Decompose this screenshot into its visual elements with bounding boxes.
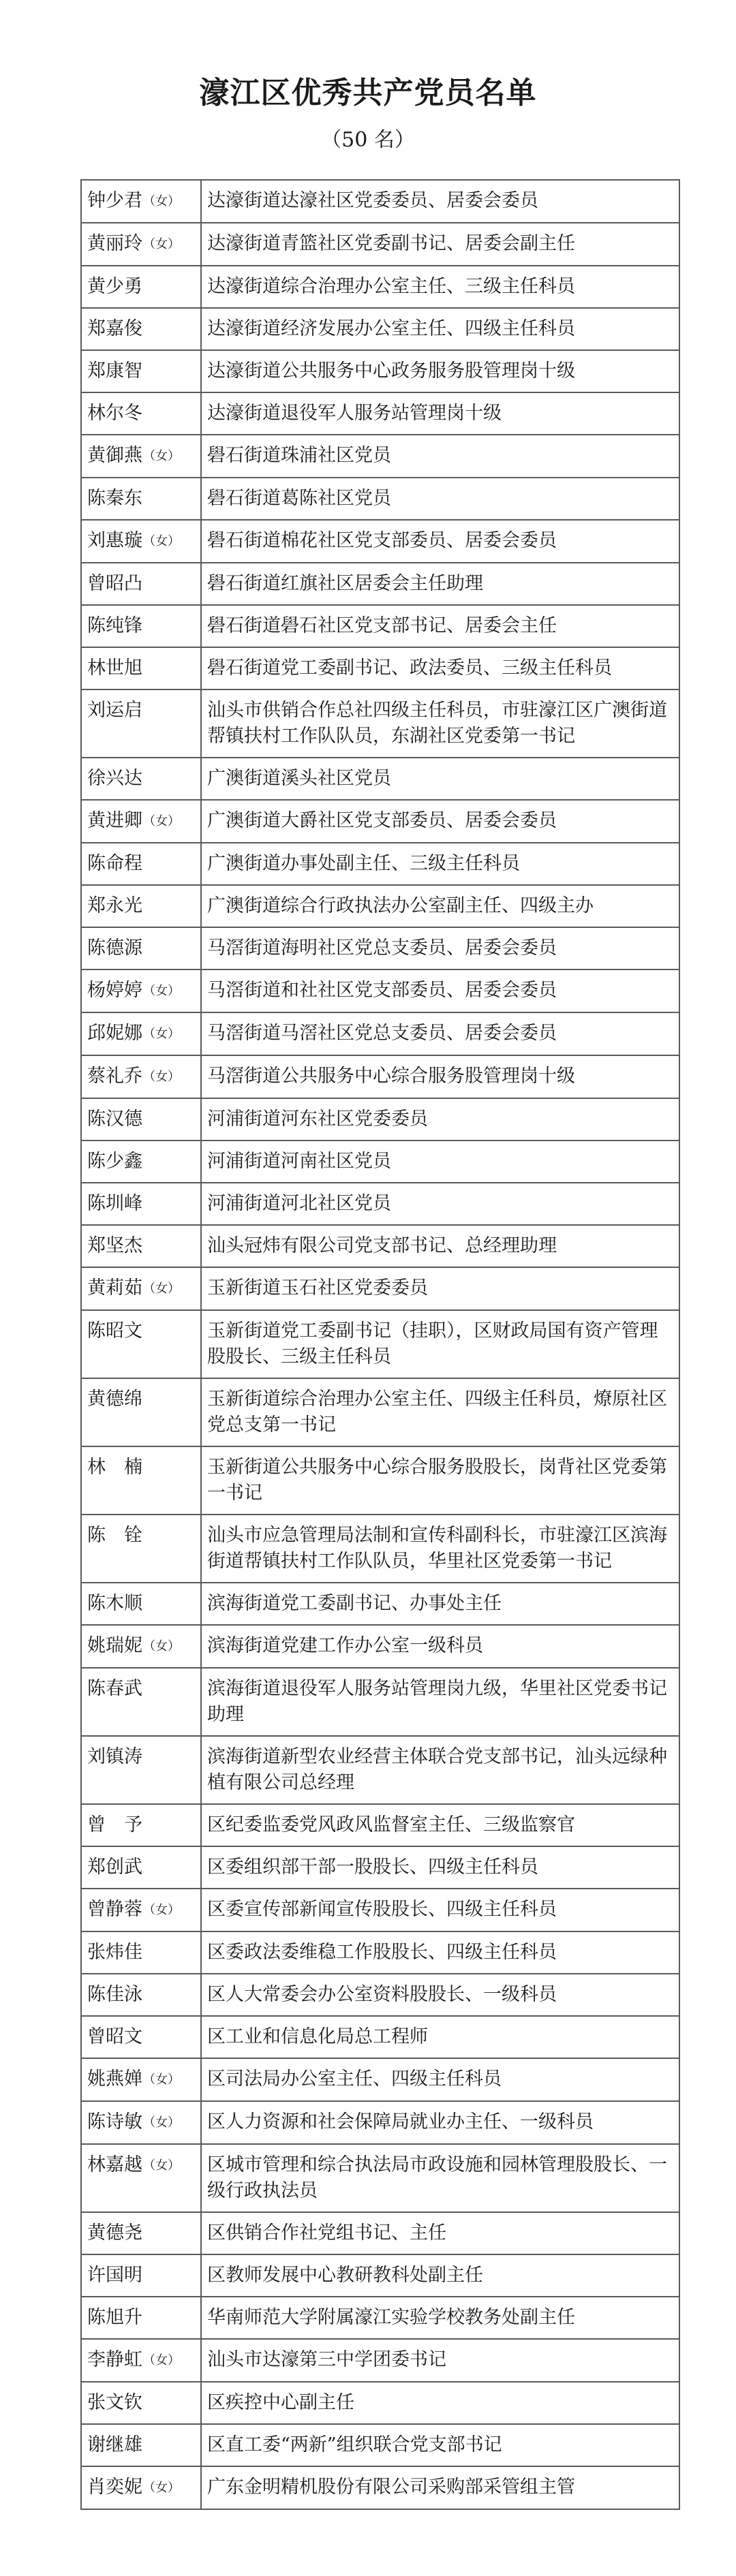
member-name: 陈圳峰 [87,1193,142,1214]
member-name: 陈春武 [87,1678,142,1699]
table-row [81,1183,679,1225]
page-subtitle: （50 名） [321,128,415,152]
member-position: 滨海街道党工委副书记、办事处主任 [201,1583,679,1625]
member-name: 陈佳泳 [87,1984,142,2005]
member-name-cell [81,392,201,435]
member-position: 广澳街道办事处副主任、三级主任科员 [201,843,679,885]
member-name: 曾昭凸 [87,573,142,594]
member-name-cell [81,1225,201,1267]
member-name-cell [81,1140,201,1183]
member-name: 姚瑞妮 [87,1635,142,1656]
table-row [81,350,679,392]
table-row [81,435,679,478]
member-position: 区人大常委会办公室资料股股长、一级科员 [201,1974,679,2016]
member-name: 姚燕婵 [87,2068,142,2090]
member-name-cell [81,308,201,350]
member-name-cell [81,689,201,758]
member-name: 陈汉德 [87,1108,142,1130]
gender-mark: （女） [143,2353,180,2368]
member-position: 汕头市达濠第三中学团委书记 [201,2339,679,2382]
table-row [81,2254,679,2297]
member-name-cell [81,2058,201,2101]
member-position: 达濠街道经济发展办公室主任、四级主任科员 [201,308,679,350]
member-name-cell [81,2016,201,2058]
table-row [81,2382,679,2424]
member-position: 区人力资源和社会保障局就业办主任、一级科员 [201,2101,679,2144]
member-name: 郑坚杰 [87,1235,142,1256]
gender-mark: （女） [143,534,180,548]
table-row [81,927,679,969]
table-row [81,969,679,1012]
member-name-cell [81,563,201,605]
member-name: 郑康智 [87,360,142,382]
table-row [81,266,679,308]
member-name-cell [81,1055,201,1098]
table-row [81,2466,679,2509]
member-position: 玉新街道公共服务中心综合服务股股长，岗背社区党委第一书记 [201,1446,679,1515]
member-name-cell [81,520,201,563]
member-name: 林 楠 [87,1457,142,1478]
member-position: 广东金明精机股份有限公司采购部采管组主管 [201,2466,679,2509]
member-name-cell [81,1736,201,1804]
member-name-cell [81,2144,201,2212]
member-position: 区纪委监委党风政风监督室主任、三级监察官 [201,1804,679,1846]
member-name: 李静虹 [87,2349,142,2370]
member-position: 玉新街道综合治理办公室主任、四级主任科员，燎原社区党总支第一书记 [201,1378,679,1446]
member-name: 许国明 [87,2265,142,2286]
member-position: 区委组织部干部一股股长、四级主任科员 [201,1846,679,1889]
member-position: 达濠街道公共服务中心政务服务股管理岗十级 [201,350,679,392]
gender-mark: （女） [143,1639,180,1654]
member-name-cell [81,350,201,392]
gender-mark: （女） [143,2158,180,2173]
member-name: 黄莉茹 [87,1277,142,1299]
table-row [81,1515,679,1583]
member-position: 礐石街道党工委副书记、政法委员、三级主任科员 [201,647,679,689]
member-name: 蔡礼乔 [87,1066,142,1087]
member-name-cell [81,2297,201,2339]
table-row [81,1931,679,1974]
table-row [81,1625,679,1668]
member-name: 曾昭文 [87,2026,142,2047]
member-position: 区供销合作社党组书记、主任 [201,2212,679,2254]
table-row [81,1889,679,1931]
member-name-cell [81,2101,201,2144]
member-position: 达濠街道达濠社区党委委员、居委会委员 [201,180,679,223]
member-name-cell [81,2339,201,2382]
member-position: 玉新街道玉石社区党委委员 [201,1267,679,1310]
member-name-cell [81,223,201,266]
table-row [81,1974,679,2016]
member-name-cell [81,478,201,520]
table-row [81,758,679,800]
member-name-cell [81,1625,201,1668]
member-name-cell [81,1931,201,1974]
member-position: 河浦街道河东社区党委委员 [201,1098,679,1140]
member-position: 河浦街道河南社区党员 [201,1140,679,1183]
member-position: 滨海街道退役军人服务站管理岗九级，华里社区党委书记助理 [201,1668,679,1736]
gender-mark: （女） [143,814,180,828]
member-position: 华南师范大学附属濠江实验学校教务处副主任 [201,2297,679,2339]
member-name-cell [81,1098,201,1140]
member-position: 区教师发展中心教研教科处副主任 [201,2254,679,2297]
member-name-cell [81,1889,201,1931]
table-row [81,1736,679,1804]
table-row [81,308,679,350]
member-name-cell [81,2212,201,2254]
member-position: 区城市管理和综合执法局市政设施和园林管理股股长、一级行政执法员 [201,2144,679,2212]
member-name-cell [81,605,201,647]
gender-mark: （女） [143,1282,180,1296]
member-position: 马滘街道和社社区党支部委员、居委会委员 [201,969,679,1012]
member-name: 黄御燕 [87,445,142,466]
member-name-cell [81,885,201,927]
member-position: 马滘街道马滘社区党总支委员、居委会委员 [201,1012,679,1055]
member-name: 郑创武 [87,1857,142,1878]
member-name: 刘运启 [87,700,142,721]
member-position: 达濠街道青篮社区党委副书记、居委会副主任 [201,223,679,266]
member-name: 张炜佳 [87,1942,142,1963]
member-name-cell [81,800,201,843]
table-row [81,2212,679,2254]
table-row [81,1310,679,1378]
member-name: 陈少鑫 [87,1151,142,1172]
member-position: 达濠街道退役军人服务站管理岗十级 [201,392,679,435]
member-name: 邱妮娜 [87,1023,142,1044]
table-row [81,689,679,758]
member-position: 广澳街道溪头社区党员 [201,758,679,800]
gender-mark: （女） [143,2073,180,2087]
member-name: 黄少勇 [87,276,142,297]
table-row [81,478,679,520]
member-position: 汕头冠炜有限公司党支部书记、总经理助理 [201,1225,679,1267]
table-row [81,1140,679,1183]
member-name-cell [81,1846,201,1889]
table-row [81,1446,679,1515]
gender-mark: （女） [143,1027,180,1041]
table-row [81,1267,679,1310]
member-name-cell [81,1804,201,1846]
member-name-cell [81,180,201,223]
members-table [80,179,680,2510]
member-name-cell [81,2466,201,2509]
member-position: 区直工委“两新”组织联合党支部书记 [201,2424,679,2466]
table-row [81,1804,679,1846]
gender-mark: （女） [143,2115,180,2130]
member-position: 汕头市供销合作总社四级主任科员，市驻濠江区广澳街道帮镇扶村工作队队员，东湖社区党委第一书记 [201,689,679,758]
gender-mark: （女） [143,194,180,208]
table-row [81,1668,679,1736]
table-row [81,1378,679,1446]
member-name-cell [81,927,201,969]
member-position: 马滘街道公共服务中心综合服务股管理岗十级 [201,1055,679,1098]
member-name: 林世旭 [87,657,142,679]
member-position: 玉新街道党工委副书记（挂职），区财政局国有资产管理股股长、三级主任科员 [201,1310,679,1378]
member-position: 滨海街道党建工作办公室一级科员 [201,1625,679,1668]
member-position: 礐石街道红旗社区居委会主任助理 [201,563,679,605]
member-name: 黄进卿 [87,810,142,831]
gender-mark: （女） [143,984,180,998]
table-row [81,520,679,563]
member-name-cell [81,969,201,1012]
member-name-cell [81,843,201,885]
member-name: 黄丽玲 [87,233,142,254]
member-name: 谢继雄 [87,2434,142,2455]
member-name: 黄德绵 [87,1388,142,1410]
member-name: 林尔冬 [87,403,142,424]
member-name: 钟少君 [87,190,142,211]
member-name: 陈秦东 [87,488,142,509]
table-row [81,563,679,605]
table-row [81,180,679,223]
member-name-cell [81,266,201,308]
table-row [81,2058,679,2101]
member-name-cell [81,1974,201,2016]
table-row [81,1055,679,1098]
member-position: 礐石街道葛陈社区党员 [201,478,679,520]
member-position: 马滘街道海明社区党总支委员、居委会委员 [201,927,679,969]
member-name-cell [81,1378,201,1446]
member-name: 陈 铨 [87,1525,142,1546]
member-name: 陈德源 [87,937,142,959]
gender-mark: （女） [143,1070,180,1084]
table-row [81,1012,679,1055]
member-position: 区委政法委维稳工作股股长、四级主任科员 [201,1931,679,1974]
table-row [81,1583,679,1625]
table-row [81,223,679,266]
member-name: 陈昭文 [87,1320,142,1341]
member-name: 陈旭升 [87,2307,142,2328]
member-name-cell [81,1310,201,1378]
table-row [81,2424,679,2466]
member-name-cell [81,1583,201,1625]
table-row [81,800,679,843]
table-row [81,605,679,647]
table-row [81,2016,679,2058]
member-name: 曾 予 [87,1814,142,1835]
members-table-body [81,180,679,2509]
member-position: 区司法局办公室主任、四级主任科员 [201,2058,679,2101]
member-name-cell [81,647,201,689]
table-row [81,843,679,885]
member-position: 广澳街道大爵社区党支部委员、居委会委员 [201,800,679,843]
member-name-cell [81,1267,201,1310]
gender-mark: （女） [143,2481,180,2495]
member-name-cell [81,2382,201,2424]
member-name: 徐兴达 [87,768,142,789]
member-position: 礐石街道礐石社区党支部书记、居委会主任 [201,605,679,647]
member-name-cell [81,1446,201,1515]
member-name-cell [81,1668,201,1736]
member-name-cell [81,2254,201,2297]
table-row [81,392,679,435]
member-name: 刘惠璇 [87,530,142,551]
table-row [81,2144,679,2212]
member-position: 礐石街道棉花社区党支部委员、居委会委员 [201,520,679,563]
member-name: 张文钦 [87,2392,142,2413]
member-name-cell [81,758,201,800]
table-row [81,1225,679,1267]
member-position: 区工业和信息化局总工程师 [201,2016,679,2058]
member-name: 郑嘉俊 [87,318,142,339]
member-position: 区疾控中心副主任 [201,2382,679,2424]
member-name: 陈诗敏 [87,2111,142,2132]
member-name-cell [81,2424,201,2466]
gender-mark: （女） [143,449,180,463]
member-name: 黄德尧 [87,2222,142,2244]
member-position: 区委宣传部新闻宣传股股长、四级主任科员 [201,1889,679,1931]
table-row [81,647,679,689]
member-position: 达濠街道综合治理办公室主任、三级主任科员 [201,266,679,308]
member-position: 汕头市应急管理局法制和宣传科副科长，市驻濠江区滨海街道帮镇扶村工作队队员，华里社区党委第一书记 [201,1515,679,1583]
table-row [81,2339,679,2382]
member-name: 陈命程 [87,853,142,874]
page-title: 濠江区优秀共产党员名单 [199,76,537,110]
table-row [81,2101,679,2144]
member-name: 刘镇涛 [87,1746,142,1767]
gender-mark: （女） [143,237,180,251]
member-name-cell [81,435,201,478]
table-row [81,1098,679,1140]
member-name: 杨婷婷 [87,980,142,1001]
member-name: 陈纯锋 [87,615,142,636]
member-name-cell [81,1515,201,1583]
table-row [81,2297,679,2339]
member-name: 林嘉越 [87,2154,142,2175]
table-row [81,1846,679,1889]
member-name: 曾静蓉 [87,1899,142,1920]
member-position: 广澳街道综合行政执法办公室副主任、四级主办 [201,885,679,927]
gender-mark: （女） [143,1903,180,1917]
table-row [81,885,679,927]
member-position: 河浦街道河北社区党员 [201,1183,679,1225]
member-name: 肖奕妮 [87,2477,142,2498]
member-position: 礐石街道珠浦社区党员 [201,435,679,478]
member-name: 郑永光 [87,895,142,916]
member-name-cell [81,1012,201,1055]
member-name-cell [81,1183,201,1225]
member-name: 陈木顺 [87,1593,142,1614]
member-position: 滨海街道新型农业经营主体联合党支部书记，汕头远绿种植有限公司总经理 [201,1736,679,1804]
